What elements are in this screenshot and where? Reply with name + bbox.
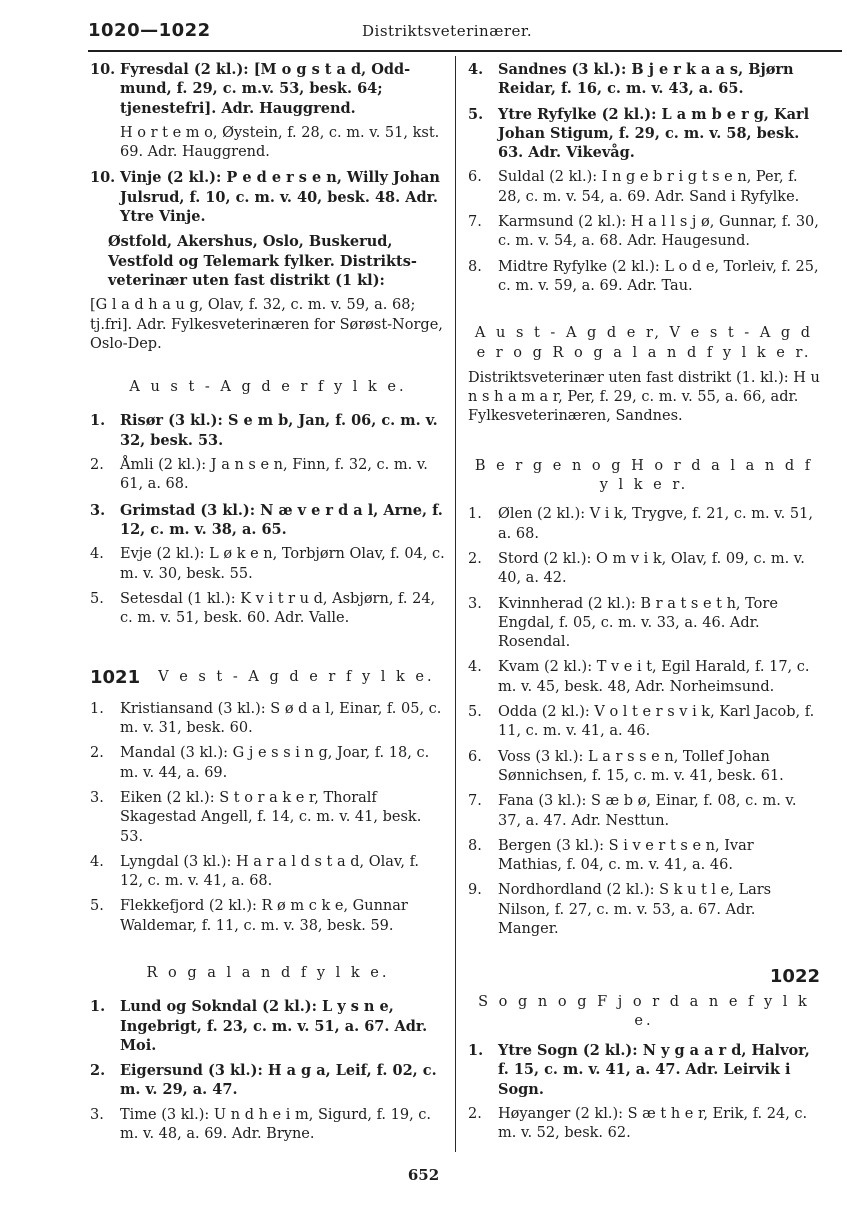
section-heading: A u s t - A g d e r, V e s t - A g d e r o g R o g a l a n d f y l k e r. [474,325,814,361]
list-item: 2. Stord (2 kl.): O m v i k, Olav, f. 09, c. m. v. 40, a. 42. [468,550,805,587]
column-divider [455,56,456,1152]
list-item: 4. Lyngdal (3 kl.): H a r a l d s t a d, Olav, f. 12, c. m. v. 41, a. 68. [90,853,420,890]
list-item: H o r t e m o, Øystein, f. 28, c. m. v. 51, kst. 69. Adr. Hauggrend. [120,124,440,161]
list-item: 6. Suldal (2 kl.): I n g e b r i g t s e n, Per, f. 28, c. m. v. 54, a. 69. Adr. Sand i Ryfylke. [468,169,800,205]
list-item: 9. Nordhordland (2 kl.): S k u t l e, Lars Nilson, f. 27, c. m. v. 53, a. 67. Adr. Manger. [468,882,772,937]
section-heading: 1021 V e s t - A g d e r f y l k e. [90,667,435,689]
list-item: 10. Vinje (2 kl.): P e d e r s e n, Willy Johan Julsrud, f. 10, c. m. v. 40, besk. 48. Adr. Ytre Vinje. [90,169,440,226]
section-heading: A u s t - A g d e r f y l k e. [129,379,407,396]
list-item: 5. Flekkefjord (2 kl.): R ø m c k e, Gunnar Waldemar, f. 11, c. m. v. 38, besk. 59. [90,898,408,934]
section-number: 1021 [90,667,141,689]
list-item: 5. Setesdal (1 kl.): K v i t r u d, Asbjørn, f. 24, c. m. v. 51, besk. 60. Adr. Valle. [90,590,436,627]
section-heading: B e r g e n o g H o r d a l a n d f y l k e r. [474,457,814,494]
district-entry: [G l a d h a u g, Olav, f. 32, c. m. v. 59, a. 68; tj.fri]. Adr. Fylkesveterinæren for Sørøst-Norge, Oslo-Dep. [90,297,443,352]
section-heading: S o g n o g F j o r d a n e f y l k e. [478,993,810,1029]
page-range: 1020—1022 [88,20,211,41]
list-item: 2. Åmli (2 kl.): J a n s e n, Finn, f. 32, c. m. v. 61, a. 68. [90,457,428,493]
list-item: 1. Ølen (2 kl.): V i k, Trygve, f. 21, c. m. v. 51, a. 68. [468,506,813,542]
section-number: 1022 [769,966,820,988]
list-item: 3. Eiken (2 kl.): S t o r a k e r, Thoralf Skagestad Angell, f. 14, c. m. v. 41, besk. 53. [90,789,422,845]
running-title: Distriktsveterinærer. [362,22,533,40]
list-item: 10. Fyresdal (2 kl.): [M o g s t a d, Oddmund, f. 29, c. m.v. 53, besk. 64; tjenestefri]. Adr. Hauggrend. [90,61,411,117]
list-item: 3. Kvinnherad (2 kl.): B r a t s e t h, Tore Engdal, f. 05, c. m. v. 33, a. 46. Adr. Rosendal. [468,595,778,651]
district-paragraph: Østfold, Akershus, Oslo, Buskerud, Vestfold og Telemark fylker. Distriktsveterinær uten fast distrikt (1 kl): [108,233,417,289]
list-item: 2. Mandal (3 kl.): G j e s s i n g, Joar, f. 18, c. m. v. 44, a. 69. [90,745,430,781]
list-item: 8. Midtre Ryfylke (2 kl.): L o d e, Torleiv, f. 25, c. m. v. 59, a. 69. Adr. Tau. [468,258,819,294]
list-item: 7. Fana (3 kl.): S æ b ø, Einar, f. 08, c. m. v. 37, a. 47. Adr. Nesttun. [468,793,797,829]
right-column [468,60,820,1150]
list-item: 1. Ytre Sogn (2 kl.): N y g a a r d, Halvor, f. 15, c. m. v. 41, a. 47. Adr. Leirvik i Sogn. [468,1042,810,1098]
list-item: 4. Evje (2 kl.): L ø k e n, Torbjørn Olav, f. 04, c. m. v. 30, besk. 55. [90,546,445,582]
list-item: 2. Eigersund (3 kl.): H a g a, Leif, f. 02, c. m. v. 29, a. 47. [90,1062,437,1099]
list-item: 4. Kvam (2 kl.): T v e i t, Egil Harald, f. 17, c. m. v. 45, besk. 48, Adr. Norheimsund. [468,659,810,695]
list-item: 3. Grimstad (3 kl.): N æ v e r d a l, Arne, f. 12, c. m. v. 38, a. 65. [90,501,443,538]
page-number: 652 [407,1166,440,1184]
district-paragraph: Distriktsveterinær uten fast distrikt (1. kl.): H u n s h a m a r, Per, f. 29, c. m. v. 55, a. 66, adr. Fylkesveterinæren, Sandnes. [468,369,820,425]
list-item: 3. Time (3 kl.): U n d h e i m, Sigurd, f. 19, c. m. v. 48, a. 69. Adr. Bryne. [90,1106,432,1143]
list-item: 7. Karmsund (2 kl.): H a l l s j ø, Gunnar, f. 30, c. m. v. 54, a. 68. Adr. Haugesund. [468,214,819,250]
list-item: 5. Odda (2 kl.): V o l t e r s v i k, Karl Jacob, f. 11, c. m. v. 41, a. 46. [468,704,815,740]
list-item: 1. Lund og Sokndal (2 kl.): L y s n e, Ingebrigt, f. 23, c. m. v. 51, a. 67. Adr. Moi. [90,998,428,1054]
page-header [88,18,788,48]
list-item: 4. Sandnes (3 kl.): B j e r k a a s, Bjørn Reidar, f. 16, c. m. v. 43, a. 65. [468,61,794,98]
list-item: 1. Kristiansand (3 kl.): S ø d a l, Einar, f. 05, c. m. v. 31, besk. 60. [90,700,442,737]
list-item: 1. Risør (3 kl.): S e m b, Jan, f. 06, c. m. v. 32, besk. 53. [90,412,438,449]
list-item: 8. Bergen (3 kl.): S i v e r t s e n, Ivar Mathias, f. 04, c. m. v. 41, a. 46. [468,837,754,874]
list-item: 2. Høyanger (2 kl.): S æ t h e r, Erik, f. 24, c. m. v. 52, besk. 62. [468,1106,808,1142]
left-column [90,60,446,1150]
header-rule [88,50,842,52]
list-item: 5. Ytre Ryfylke (2 kl.): L a m b e r g, Karl Johan Stigum, f. 29, c. m. v. 58, besk. 63. Adr. Vikevåg. [468,105,810,162]
section-heading: R o g a l a n d f y l k e. [146,964,390,981]
list-item: 6. Voss (3 kl.): L a r s s e n, Tollef Johan Sønnichsen, f. 15, c. m. v. 41, besk. 61. [468,748,784,784]
